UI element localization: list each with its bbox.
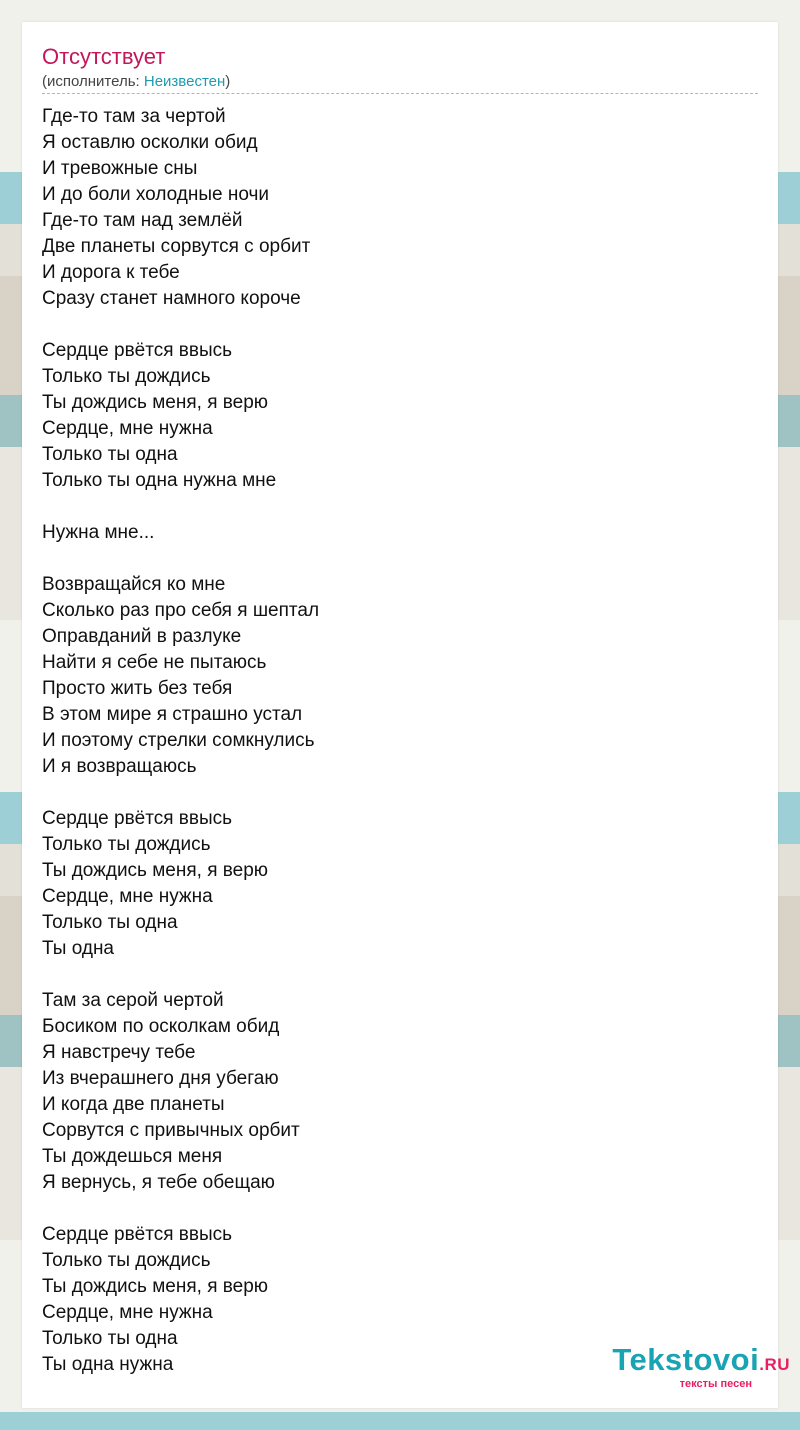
artist-prefix: (исполнитель:: [42, 73, 144, 90]
lyrics-stanza: [42, 988, 742, 1196]
logo-domain: .RU: [759, 1355, 790, 1374]
lyrics-card: [22, 22, 778, 1408]
lyrics-line: Просто жить без тебя: [42, 678, 233, 699]
lyrics-line: И поэтому стрелки сомкнулись: [42, 730, 315, 751]
lyrics-line: Сорвутся с привычных орбит: [42, 1120, 300, 1141]
lyrics-line: Ты одна: [42, 938, 115, 959]
lyrics-line: Нужна мне...: [42, 522, 155, 543]
logo-main-text: Tekstovoi: [612, 1342, 760, 1377]
lyrics-line: Я навстречу тебе: [42, 1042, 196, 1063]
lyrics-line: Сколько раз про себя я шептал: [42, 600, 320, 621]
site-logo[interactable]: [612, 1344, 790, 1390]
lyrics-line: И я возвращаюсь: [42, 756, 197, 777]
lyrics-line: Только ты одна: [42, 912, 178, 933]
lyrics-line: Сердце, мне нужна: [42, 886, 213, 907]
artist-link[interactable]: Неизвестен: [143, 73, 226, 90]
lyrics-line: Возвращайся ко мне: [42, 574, 226, 595]
lyrics-line: Сердце, мне нужна: [42, 418, 213, 439]
lyrics-line: Где-то там над землёй: [42, 210, 243, 231]
lyrics-line: Ты дождись меня, я верю: [42, 860, 269, 881]
artist-line: [42, 73, 230, 91]
lyrics-line: Ты дождись меня, я верю: [42, 392, 269, 413]
lyrics-line: В этом мире я страшно устал: [42, 704, 303, 725]
lyrics-line: Только ты одна: [42, 444, 178, 465]
lyrics-line: Сердце, мне нужна: [42, 1302, 213, 1323]
lyrics-line: Только ты дождись: [42, 1250, 211, 1271]
dashed-divider: [42, 93, 758, 94]
lyrics-stanza: [42, 572, 742, 780]
lyrics-stanza: [42, 806, 742, 962]
lyrics-line: Сердце рвётся ввысь: [42, 808, 233, 829]
lyrics-line: И дорога к тебе: [42, 262, 180, 283]
lyrics-line: Оправданий в разлуке: [42, 626, 242, 647]
lyrics-line: Найти я себе не пытаюсь: [42, 652, 267, 673]
song-title: Отсутствует: [42, 44, 166, 69]
lyrics-line: Ты одна нужна: [42, 1354, 174, 1375]
lyrics-line: Только ты одна нужна мне: [42, 470, 277, 491]
lyrics-line: Сразу станет намного короче: [42, 288, 301, 309]
lyrics-line: Ты дождись меня, я верю: [42, 1276, 269, 1297]
lyrics-stanza: [42, 338, 742, 494]
lyrics-stanza: [42, 520, 742, 546]
artist-suffix: ): [225, 73, 231, 90]
lyrics-line: Где-то там за чертой: [42, 106, 226, 127]
lyrics-line: Только ты дождись: [42, 834, 211, 855]
lyrics-line: Две планеты сорвутся с орбит: [42, 236, 311, 257]
lyrics-line: Я вернусь, я тебе обещаю: [42, 1172, 275, 1193]
logo-tagline: тексты песен: [679, 1378, 752, 1390]
lyrics-stanza: [42, 104, 742, 312]
lyrics-line: Там за серой чертой: [42, 990, 224, 1011]
lyrics-line: Ты дождешься меня: [42, 1146, 223, 1167]
lyrics-line: И тревожные сны: [42, 158, 198, 179]
logo-wordmark: [612, 1344, 790, 1381]
lyrics-line: И до боли холодные ночи: [42, 184, 269, 205]
lyrics-line: Из вчерашнего дня убегаю: [42, 1068, 279, 1089]
lyrics-line: И когда две планеты: [42, 1094, 225, 1115]
lyrics-line: Только ты дождись: [42, 366, 211, 387]
lyrics-line: Я оставлю осколки обид: [42, 132, 258, 153]
lyrics-line: Сердце рвётся ввысь: [42, 1224, 233, 1245]
lyrics-line: Только ты одна: [42, 1328, 178, 1349]
lyrics-line: Босиком по осколкам обид: [42, 1016, 280, 1037]
lyrics-text: [42, 104, 742, 1404]
lyrics-line: Сердце рвётся ввысь: [42, 340, 233, 361]
